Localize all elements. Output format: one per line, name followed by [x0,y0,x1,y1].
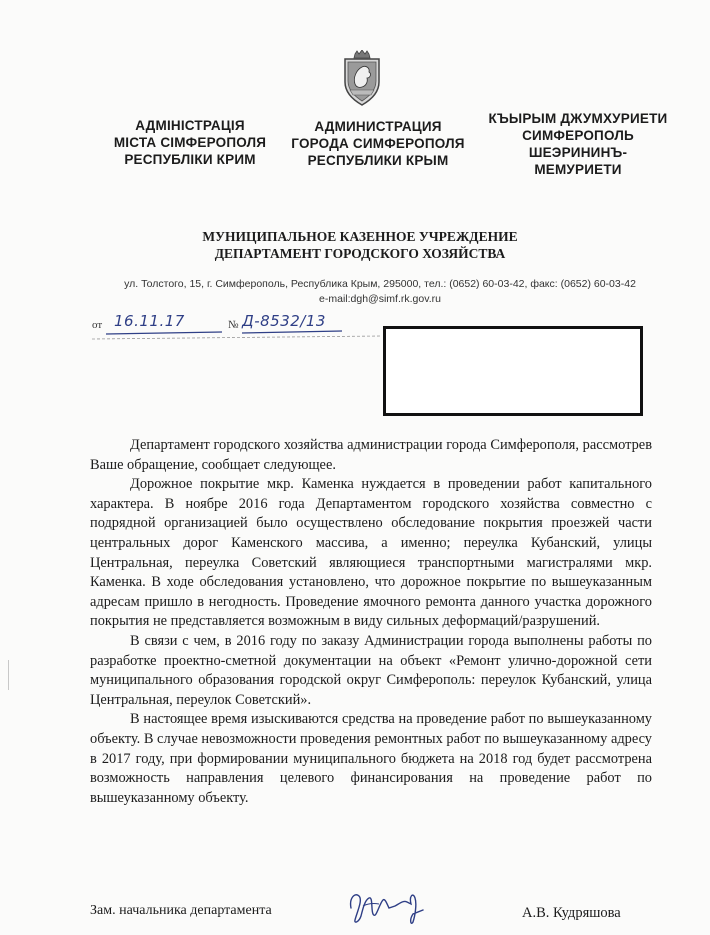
from-label: от [92,319,103,331]
letterhead-line: РЕСПУБЛИКИ КРЫМ [307,153,449,168]
redacted-recipient-box [383,326,643,416]
number-label: № [228,319,239,331]
handwritten-signature [343,886,433,930]
organization-line-1: МУНИЦИПАЛЬНОЕ КАЗЕННОЕ УЧРЕЖДЕНИЕ [202,229,518,244]
organization-line-2: ДЕПАРТАМЕНТ ГОРОДСКОГО ХОЗЯЙСТВА [214,246,506,261]
paragraph: В связи с чем, в 2016 году по заказу Администрации города выполнены работы по разработке проектно-сметной документации на объект «Ремонт улично-дорожной сети муниципального образования городской округ Симферополь: переулок Кубанский, улица Центральная, переулок Советский». [90,632,652,708]
paragraph: В настоящее время изыскиваются средства на проведение работ по вышеуказанному объекту. В случае невозможности проведения ремонтных работ по вышеуказанному адресу в 2017 году, при формировании муниципального бюджета на 2018 год будет рассмотрена возможность направления целевого финансирования на проведение работ по вышеуказанному объекту. [90,711,652,806]
paragraph: Дорожное покрытие мкр. Каменка нуждается в проведении работ капитального характера. В ноябре 2016 года Департаментом городского хозяйства совместно с подрядной организацией было осуществлено обследование покрытия проезжей части центральных дорог Каменского массива, а именно; переулка Кубанский, улицы Центральная, переулка Советский являющиеся транспортными магистралями мкр. Каменка. В ходе обследования установлено, что дорожное покрытие по вышеуказанным адресам пришло в негодность. Проведение ямочного ремонта данного участка дорожного покрытия не представляется возможным в виду сильных деформаций/разрушений. [90,476,652,630]
letterhead-crimean-tatar [480,110,676,178]
handwritten-date: 16.11.17 [114,312,185,330]
letterhead-russian [278,118,478,169]
letter-body [90,436,652,808]
letterhead-line: СИМФЕРОПОЛЬ [522,128,634,143]
letterhead-line: ГОРОДА СИМФЕРОПОЛЯ [291,136,465,151]
email-line: e-mail:dgh@simf.rk.gov.ru [319,293,441,305]
organization-name [150,228,570,262]
letterhead-line: МІСТА СІМФЕРОПОЛЯ [113,135,267,150]
letterhead-line: КЪЫРЫМ ДЖУМХУРИЕТИ [488,111,668,126]
handwritten-number: Д-8532/13 [242,312,326,330]
address-line: ул. Толстого, 15, г. Симферополь, Республика Крым, 295000, тел.: (0652) 60-03-42, факс: (0652) 60-03-42 [124,278,636,290]
organization-address [120,277,640,307]
paragraph: Департамент городского хозяйства администрации города Симферополя, рассмотрев Ваше обращение, сообщает следующее. [90,437,652,473]
scan-artifact [8,660,9,690]
letterhead-line: АДМИНИСТРАЦИЯ [314,119,442,134]
letterhead-line: АДМІНІСТРАЦІЯ [135,118,245,133]
coat-of-arms-icon [341,50,383,106]
letterhead-line: МЕМУРИЕТИ [534,162,622,177]
letterhead-line: ШЕЭРИНИНЪ- [528,145,628,160]
letterhead-line: РЕСПУБЛІКИ КРИМ [124,152,256,167]
signatory-name: А.В. Кудряшова [522,905,621,921]
signatory-title: Зам. начальника департамента [90,903,272,918]
letterhead-ukrainian [90,117,290,168]
